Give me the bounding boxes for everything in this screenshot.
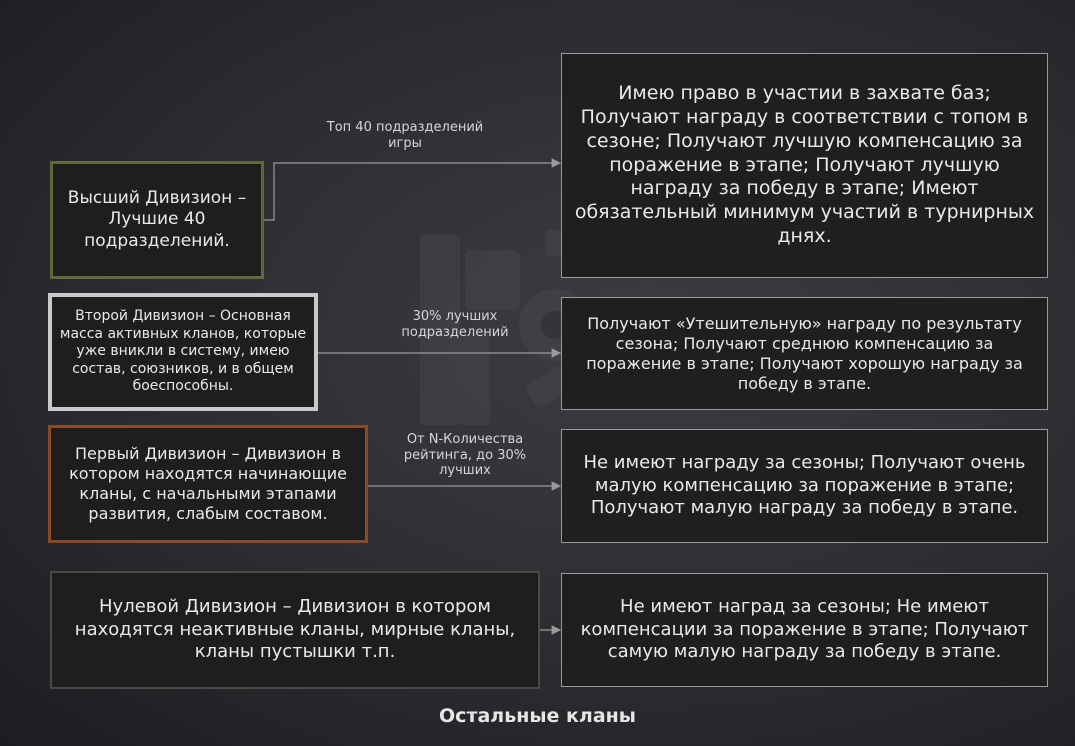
division-zero-box bbox=[50, 571, 540, 689]
rewards-zero-text: Не имеют наград за сезоны; Не имеют компенсации за поражение в этапе; Получают самую малую награду за победу в этапе. bbox=[580, 596, 1029, 663]
rewards-zero-box bbox=[561, 573, 1048, 687]
condition-label-second: 30% лучших подразделений bbox=[401, 309, 509, 340]
division-second-box bbox=[48, 293, 318, 411]
rewards-top-text: Имею право в участии в захвате баз; Получают награду в соответствии с топом в сезоне; Получают лучшую компенсацию за поражение в этапе; Получают лучшую награду за победу в этапе; Имеют обязательный минимум участий в турнирных днях. bbox=[574, 82, 1035, 247]
division-first-box bbox=[48, 425, 368, 543]
connector-top bbox=[264, 163, 560, 220]
division-zero-name: Нулевой Дивизион – Дивизион в котором находятся неактивные кланы, мирные кланы, кланы пустышки т.п. bbox=[74, 596, 516, 663]
division-top-box bbox=[50, 161, 264, 279]
rewards-top-box bbox=[561, 53, 1048, 278]
rewards-first-text: Не имеют награду за сезоны; Получают очень малую компенсацию за поражение в этапе; Получают малую награду за победу в этапе. bbox=[583, 452, 1026, 519]
rewards-second-box bbox=[561, 297, 1048, 410]
division-first-name: Первый Дивизион – Дивизион в котором находятся начинающие кланы, с начальными этапами развития, слабым составом. bbox=[69, 444, 347, 523]
division-top-name: Высший Дивизион – Лучшие 40 подразделений. bbox=[67, 188, 247, 251]
condition-label-top: Топ 40 подразделений игры bbox=[326, 120, 484, 151]
rewards-second-text: Получают «Утешительную» награду по результату сезона; Получают среднюю компенсацию за поражение в этапе; Получают хорошую награду за победу в этапе. bbox=[586, 313, 1023, 393]
footer-caption: Остальные кланы bbox=[439, 705, 636, 727]
rewards-first-box bbox=[561, 429, 1048, 543]
condition-label-first: От N-Количества рейтинга, до 30% лучших bbox=[403, 432, 527, 479]
division-second-name: Второй Дивизион – Основная масса активных кланов, которые уже вникли в систему, имею состав, союзников, и в общем боеспособны. bbox=[59, 308, 307, 395]
